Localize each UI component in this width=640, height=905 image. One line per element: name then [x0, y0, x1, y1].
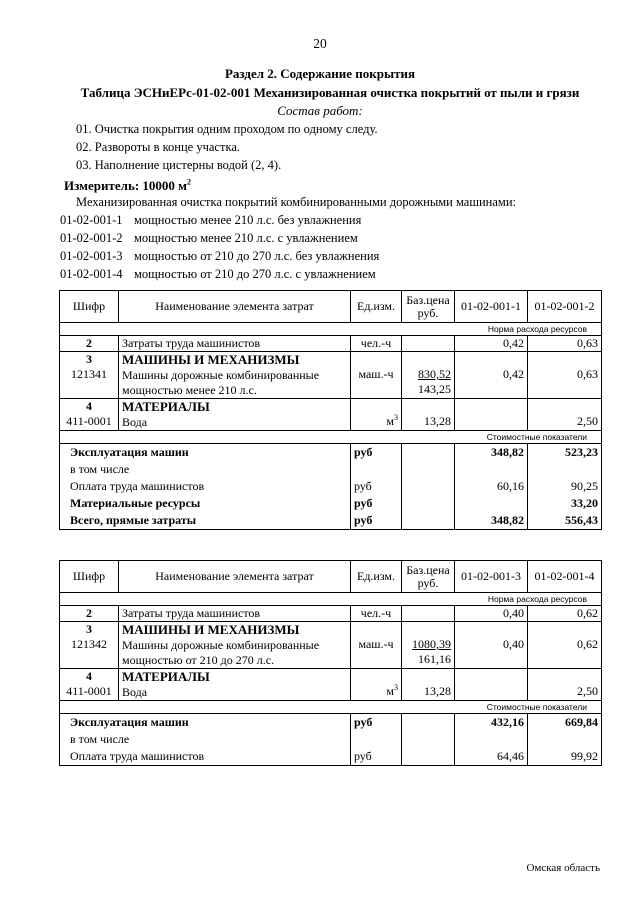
cost-name: Эксплуатация машин: [70, 445, 189, 459]
cost-value: 669,84: [565, 715, 598, 729]
header-price-line1: Баз.цена: [406, 292, 450, 307]
section-code: 4: [86, 669, 92, 683]
table-row: [60, 399, 602, 431]
section-name: МАТЕРИАЛЫ: [122, 399, 210, 414]
cost-name: Оплата труда машинистов: [70, 479, 205, 493]
cost-units: [351, 714, 402, 766]
cost-value: 523,23: [565, 445, 598, 459]
cost-price: [402, 714, 455, 766]
row-name: [119, 352, 351, 399]
row-code: [60, 622, 119, 669]
work-item: 01. Очистка покрытия одним проходом по одному следу.: [76, 122, 378, 136]
price-value: 1080,39: [412, 637, 451, 651]
header-unit: Ед.изм.: [351, 291, 402, 323]
header-row: [60, 291, 602, 323]
table-title: Таблица ЭСНиЕРс-01-02-001 Механизированная очистка покрытий от пыли и грязи: [80, 85, 580, 100]
row-code: [60, 399, 119, 431]
cost-unit: руб: [354, 496, 373, 510]
cost-value: 33,20: [571, 496, 598, 510]
section-title: Раздел 2. Содержание покрытия: [224, 66, 416, 81]
cost-value: [458, 461, 524, 478]
resource-table-2: [59, 560, 602, 766]
item-name-cont: мощностью менее 210 л.с.: [122, 383, 257, 397]
variant-row: [60, 267, 376, 282]
value: 0,40: [503, 637, 524, 651]
row-unit: [351, 622, 402, 669]
row-value-a: [455, 622, 528, 669]
variant-text: мощностью от 210 до 270 л.с. без увлажнения: [134, 249, 380, 263]
table-row: [60, 606, 602, 622]
section-code: 3: [86, 622, 92, 636]
variant-row: [60, 249, 379, 264]
unit-value: маш.-ч: [358, 367, 394, 381]
cost-value: 556,43: [565, 513, 598, 527]
row-code: [60, 352, 119, 399]
value: 0,62: [577, 637, 598, 651]
variant-text: мощностью менее 210 л.с. с увлажнением: [134, 231, 358, 245]
variant-code: 01-02-001-3: [60, 249, 123, 263]
norm-subheader-row: [60, 323, 602, 336]
cost-value: [531, 731, 598, 748]
row-price: [402, 606, 455, 622]
row-unit: [351, 352, 402, 399]
cost-name: в том числе: [70, 732, 130, 746]
variant-code: 01-02-001-1: [60, 213, 123, 227]
norm-subheader-row: [60, 593, 602, 606]
row-value-b: 0,63: [528, 336, 602, 352]
header-price-line1: Баз.цена: [406, 562, 450, 577]
variant-code: 01-02-001-2: [60, 231, 123, 245]
item-code: 411-0001: [66, 684, 112, 698]
cost-name: Оплата труда машинистов: [70, 749, 205, 763]
cost-value: 348,82: [491, 445, 524, 459]
header-code: Шифр: [60, 291, 119, 323]
work-item: 02. Развороты в конце участка.: [76, 140, 240, 154]
cost-subheader-row: [60, 701, 602, 714]
table-row: [60, 669, 602, 701]
header-price: [402, 561, 455, 593]
price-wage: 161,16: [418, 652, 451, 666]
variant-text: мощностью от 210 до 270 л.с. с увлажнением: [134, 267, 376, 281]
value: 2,50: [577, 684, 598, 698]
cost-value: [531, 461, 598, 478]
row-price: [402, 336, 455, 352]
row-name: [119, 622, 351, 669]
table-row: [60, 336, 602, 352]
value: 2,50: [577, 414, 598, 428]
row-value-b: 0,62: [528, 606, 602, 622]
header-name: Наименование элемента затрат: [119, 561, 351, 593]
measure-sup: 2: [187, 177, 192, 187]
cost-value: 99,92: [571, 749, 598, 763]
cost-value: 348,82: [491, 513, 524, 527]
header-price-line2: руб.: [417, 305, 439, 320]
row-unit: [351, 399, 402, 431]
row-name: Затраты труда машинистов: [119, 606, 351, 622]
cost-unit: руб: [354, 479, 372, 493]
unit-value: маш.-ч: [358, 637, 394, 651]
header-code: Шифр: [60, 561, 119, 593]
section-code: 4: [86, 399, 92, 413]
unit-sup: 3: [394, 413, 398, 422]
header-col-b: 01-02-001-2: [528, 291, 602, 323]
item-name: Вода: [122, 415, 148, 429]
norm-subheader: Норма расхода ресурсов: [60, 593, 602, 606]
section-code: 3: [86, 352, 92, 366]
cost-names: [60, 444, 351, 530]
header-price-line2: руб.: [417, 575, 439, 590]
item-name: Вода: [122, 685, 148, 699]
item-code: 121341: [71, 367, 107, 381]
value: 0,63: [577, 367, 598, 381]
cost-value: 432,16: [491, 715, 524, 729]
composition-title: Состав работ:: [277, 103, 363, 118]
cost-name: Материальные ресурсы: [70, 496, 201, 510]
cost-subheader-row: [60, 431, 602, 444]
cost-values-a: [455, 444, 528, 530]
variant-row: [60, 231, 358, 246]
row-unit: [351, 669, 402, 701]
header-row: [60, 561, 602, 593]
cost-block: [60, 444, 602, 530]
resource-table-1: [59, 290, 602, 530]
price-value: 830,52: [418, 367, 451, 381]
price-value: 13,28: [424, 684, 451, 698]
intro-text: Механизированная очистка покрытий комбинированными дорожными машинами:: [76, 195, 516, 209]
variant-row: [60, 213, 361, 228]
row-name: [119, 669, 351, 701]
header-col-a: 01-02-001-1: [455, 291, 528, 323]
cost-value: 60,16: [497, 479, 524, 493]
footer-region: Омская область: [526, 862, 600, 874]
table-row: [60, 622, 602, 669]
cost-name: Всего, прямые затраты: [70, 513, 197, 527]
row-value-b: [528, 399, 602, 431]
section-name: МАТЕРИАЛЫ: [122, 669, 210, 684]
unit-value: м: [386, 684, 394, 698]
norm-subheader: Норма расхода ресурсов: [60, 323, 602, 336]
cost-unit: руб: [354, 445, 373, 459]
cost-name: Эксплуатация машин: [70, 715, 189, 729]
row-value-b: [528, 352, 602, 399]
value: 0,42: [503, 367, 524, 381]
cost-unit: руб: [354, 749, 372, 763]
header-col-b: 01-02-001-4: [528, 561, 602, 593]
cost-unit: руб: [354, 715, 373, 729]
cost-unit: [354, 461, 398, 478]
cost-units: [351, 444, 402, 530]
row-unit: чел.-ч: [351, 336, 402, 352]
row-value-a: [455, 399, 528, 431]
header-col-a: 01-02-001-3: [455, 561, 528, 593]
cost-values-b: [528, 444, 602, 530]
variant-code: 01-02-001-4: [60, 267, 123, 281]
row-value-b: [528, 669, 602, 701]
cost-value: [458, 495, 524, 512]
cost-name: в том числе: [70, 462, 130, 476]
section-name: МАШИНЫ И МЕХАНИЗМЫ: [122, 622, 300, 637]
row-name: [119, 399, 351, 431]
row-code: 2: [60, 336, 119, 352]
row-name: Затраты труда машинистов: [119, 336, 351, 352]
row-value-a: 0,42: [455, 336, 528, 352]
page-number: 20: [313, 36, 327, 51]
unit-value: м: [386, 414, 394, 428]
cost-values-a: [455, 714, 528, 766]
variant-text: мощностью менее 210 л.с. без увлажнения: [134, 213, 362, 227]
row-price: [402, 399, 455, 431]
cost-price: [402, 444, 455, 530]
header-unit: Ед.изм.: [351, 561, 402, 593]
row-value-a: [455, 352, 528, 399]
item-name: Машины дорожные комбинированные: [122, 368, 320, 382]
cost-value: 90,25: [571, 479, 598, 493]
row-unit: чел.-ч: [351, 606, 402, 622]
measure-label: Измеритель: 10000 м: [64, 178, 188, 193]
price-value: 13,28: [424, 414, 451, 428]
cost-names: [60, 714, 351, 766]
cost-unit: [354, 731, 398, 748]
row-value-a: [455, 669, 528, 701]
cost-block: [60, 714, 602, 766]
item-name: Машины дорожные комбинированные: [122, 638, 320, 652]
header-price: [402, 291, 455, 323]
item-code: 121342: [71, 637, 107, 651]
row-code: [60, 669, 119, 701]
cost-values-b: [528, 714, 602, 766]
price-wage: 143,25: [418, 382, 451, 396]
table-row: [60, 352, 602, 399]
cost-subheader: Стоимостные показатели: [60, 701, 602, 714]
row-price: [402, 622, 455, 669]
cost-value: 64,46: [497, 749, 524, 763]
cost-unit: руб: [354, 513, 373, 527]
section-name: МАШИНЫ И МЕХАНИЗМЫ: [122, 352, 300, 367]
row-code: 2: [60, 606, 119, 622]
header-name: Наименование элемента затрат: [119, 291, 351, 323]
unit-sup: 3: [394, 683, 398, 692]
item-code: 411-0001: [66, 414, 112, 428]
cost-value: [458, 731, 524, 748]
row-value-b: [528, 622, 602, 669]
item-name-cont: мощностью от 210 до 270 л.с.: [122, 653, 275, 667]
row-price: [402, 352, 455, 399]
measure: [64, 178, 191, 194]
cost-subheader: Стоимостные показатели: [60, 431, 602, 444]
row-price: [402, 669, 455, 701]
work-item: 03. Наполнение цистерны водой (2, 4).: [76, 158, 282, 172]
row-value-a: 0,40: [455, 606, 528, 622]
